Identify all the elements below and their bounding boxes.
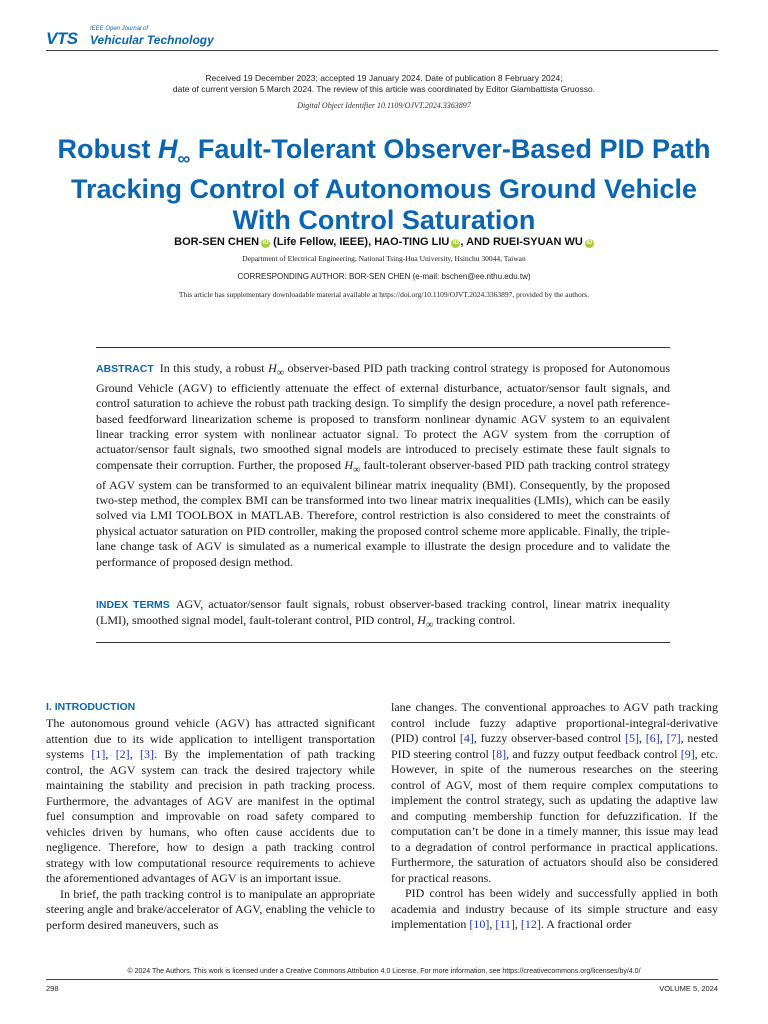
infinity-symbol: ∞ (352, 464, 361, 476)
title-h-symbol: H (158, 134, 178, 164)
article-title (46, 134, 722, 236)
footer-divider (46, 979, 718, 980)
infinity-symbol: ∞ (425, 619, 434, 631)
index-terms-text-2: tracking control. (433, 613, 516, 628)
abstract-text-3: fault-tolerant observer-based PID path tracking control strategy of AGV system can be transformed to an equivalent bilinear matrix inequality (BMI). Consequently, by the proposed two-step method, the complex BMI can be transformed into two linear matrix inequalities (LMIs), which can be easily solved via LMI TOOLBOX in MATLAB. Therefore, control restriction is also considered to meet the constraints of physical actuator saturation on PID controller, making the proposed control scheme more applicable. Finally, the triple-lane change task of AGV is simulated as a numerical example to illustrate the design procedure and to validate the performance of proposed design method. (96, 457, 670, 569)
paragraph-text: . A fractional order (540, 917, 632, 931)
paragraph-text: lane changes. The conventional approaches to AGV path tracking control include fuzzy adaptive proportional-integral-derivative (PID) control (391, 700, 718, 745)
abstract-label: ABSTRACT (96, 363, 154, 375)
paragraph-text: , and fuzzy output feedback control (506, 746, 681, 761)
h-symbol: H (268, 361, 277, 375)
abstract-bottom-rule (96, 642, 670, 643)
index-terms (96, 597, 670, 633)
author-separator: , AND (460, 236, 493, 248)
license-notice: © 2024 The Authors. This work is licensed under a Creative Commons Attribution 4.0 License. For more information, see https://creativecommons.org/licenses/by/4.0/ (127, 968, 641, 975)
header-divider (46, 50, 718, 51)
citation-link[interactable]: [5] (625, 731, 640, 745)
paragraph-text: , nested PID steering control (391, 731, 719, 761)
paragraph-text: The autonomous ground vehicle (AGV) has attracted significant attention due to its wide application to intelligent transportation systems (46, 716, 375, 761)
index-terms-text-1: AGV, actuator/sensor fault signals, robust observer-based tracking control, linear matrix inequality (LMI), smoothed signal model, fault-tolerant control, PID control, (96, 597, 670, 628)
intro-paragraph-2: In brief, the path tracking control is to manipulate an appropriate steering angle and brake/accelerator of AGV, enabling the vehicle to perform desired maneuvers, such as (46, 886, 375, 932)
title-rest: Fault-Tolerant Observer-Based PID Path Tracking Control of Autonomous Ground Vehicle With Control Saturation (70, 134, 711, 236)
page-number: 298 (46, 984, 59, 993)
separator: , (105, 747, 116, 761)
separator: , (514, 917, 521, 931)
citation-link[interactable]: [12] (520, 917, 541, 931)
paragraph-text: , etc. However, in spite of the numerous researches on the steering control of AGV, most of them require complex computations to implement the control strategy, such as updating the adaptive law and computing membership function for defuzzification. If the computation can’t be done in a timely manner, this issue may lead to a degradation of control performance in practical applications. Furthermore, the saturation of actuators should also be considered for practical reasons. (391, 746, 718, 885)
title-pre: Robust (57, 134, 159, 164)
author-note: (Life Fellow, IEEE), (270, 236, 375, 248)
author-list (0, 236, 768, 248)
abstract-top-rule (96, 347, 670, 348)
citation-link[interactable]: [8] (492, 746, 507, 761)
supplementary-note: This article has supplementary downloadable material available at https://doi.org/10.1109/OJVT.2024.3363897, provided by the authors. (178, 290, 590, 299)
separator: , (129, 747, 141, 761)
volume-label: VOLUME 5, 2024 (659, 984, 718, 993)
citation-link[interactable]: [7] (666, 731, 681, 745)
paragraph-text: PID control has been widely and successfully applied in both academia and industry because of its simple structure and easy implementation (391, 886, 718, 931)
intro-paragraph-3 (391, 700, 718, 886)
abstract-text-2: observer-based PID path tracking control strategy is proposed for Autonomous Ground Vehicle (AGV) to efficiently attenuate the effect of external disturbance, actuator/sensor fault signals, and control saturation to achieve the robust path tracking design. To simplify the design procedure, a novel path reference-based feedforward linearization scheme is proposed to transform nonlinear dynamic AGV system to an equivalent linear tracking error system with nonlinear actuator signal. To protect the AGV system from the corruption of actuator/sensor fault signals, two smoothed signal models are introduced to precisely estimate these fault signals to compensate their corruption. Further, the proposed (96, 361, 671, 472)
citation-link[interactable]: [11] (495, 917, 515, 931)
doi-line: Digital Object Identifier 10.1109/OJVT.2024.3363897 (297, 101, 471, 110)
vts-logo-mark: VTS (46, 29, 78, 48)
orcid-icon[interactable]: iD (452, 240, 459, 246)
author-chen: BOR-SEN CHEN (174, 236, 260, 248)
citation-link[interactable]: [2] (115, 747, 130, 761)
citation-link[interactable]: [10] (469, 917, 490, 931)
citation-link[interactable]: [4] (459, 731, 474, 745)
affiliation: Department of Electrical Engineering, National Tsing-Hua University, Hsinchu 30044, Taiwan (242, 254, 526, 263)
citation-link[interactable]: [6] (645, 731, 660, 745)
index-terms-label: INDEX TERMS (96, 599, 170, 611)
right-column (391, 700, 718, 933)
citation-link[interactable]: [9] (680, 746, 695, 761)
journal-logo (46, 26, 214, 48)
author-liu: HAO-TING LIU (374, 236, 450, 248)
article-history-line2: date of current version 5 March 2024. The review of this article was coordinated by Editor Giambattista Gruosso. (172, 84, 596, 94)
section-heading: I. INTRODUCTION (46, 701, 136, 713)
infinity-symbol: ∞ (276, 367, 284, 379)
separator: , (489, 917, 496, 931)
paragraph-text: . By the implementation of path tracking control, the AGV system can track the desired trajectory while maintaining the stability and precision in path tracking process. Furthermore, the advantages of AGV are manifest in the optimal fuel consumption and improvable on road safety compared to vehicles driven by humans, who often cause accidents due to negligence. Therefore, how to design a path tracking control strategy with low computational resource requirements to achieve the aforementioned advantages of AGV is an important issue. (46, 747, 376, 885)
journal-name: Vehicular Technology (90, 33, 214, 47)
citation-link[interactable]: [3] (140, 747, 155, 761)
citation-link[interactable]: [1] (91, 747, 106, 761)
abstract (96, 361, 670, 570)
h-symbol: H (344, 457, 353, 472)
abstract-text-1: In this study, a robust (159, 361, 269, 375)
intro-paragraph-1 (46, 716, 375, 887)
article-history-line1: Received 19 December 2023; accepted 19 January 2024. Date of publication 8 February 2024; (205, 73, 563, 83)
left-column (46, 716, 375, 933)
orcid-icon[interactable]: iD (262, 240, 269, 246)
separator: , (639, 731, 646, 745)
author-wu: RUEI-SYUAN WU (492, 236, 583, 248)
intro-paragraph-4 (391, 886, 718, 933)
separator: , (659, 731, 667, 745)
paragraph-text: , fuzzy observer-based control (473, 731, 626, 745)
h-symbol: H (417, 613, 426, 628)
corresponding-author: CORRESPONDING AUTHOR: BOR-SEN CHEN (e-mail: bschen@ee.nthu.edu.tw) (237, 272, 531, 281)
journal-name-prefix: IEEE Open Journal of (90, 26, 149, 32)
title-infinity-symbol: ∞ (177, 148, 191, 169)
orcid-icon[interactable]: iD (586, 240, 593, 246)
